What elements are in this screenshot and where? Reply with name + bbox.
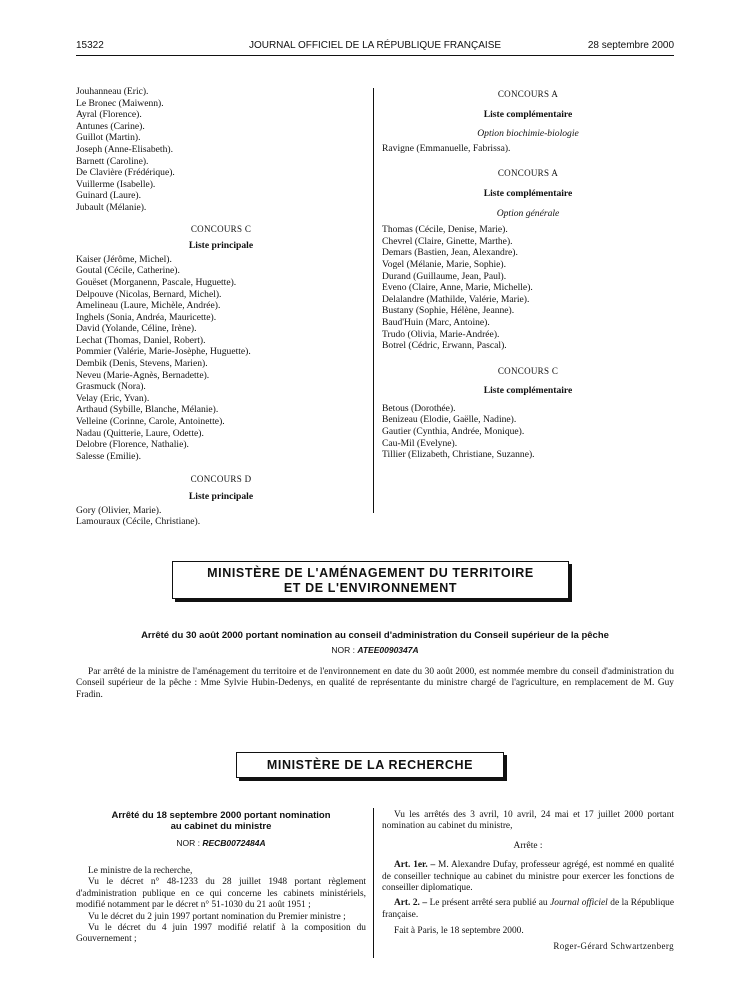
article-1 [382,860,674,894]
list-item: Vuillerme (Isabelle). [76,178,156,190]
list-item: Kaiser (Jérôme, Michel). [76,253,172,265]
issue-date: 28 septembre 2000 [587,40,674,51]
list-item: Eveno (Claire, Anne, Marie, Michelle). [382,282,533,294]
concours-c-heading: CONCOURS C [190,223,252,234]
list-item: Ravigne (Emmanuelle, Fabrissa). [382,142,511,154]
ministry-research-title-box [236,752,504,778]
list-item: Gautier (Cynthia, Andrée, Monique). [382,426,525,438]
list-item: Pommier (Valérie, Marie-Josèphe, Huguette). [76,346,251,358]
left-column [76,86,366,528]
arrete-label: Arrête : [513,840,543,851]
article-1-text: M. Alexandre Dufay, professeur agrégé, est nommé en qualité de conseiller technique au cabinet du ministre pour exercer les fonctions de conseiller diplomatique. [382,860,675,894]
article-1-label: Art. 1er. – [394,860,436,871]
list-item: Cau-Mil (Evelyne). [382,437,458,449]
list-item: Antunes (Carine). [76,120,145,132]
ministry-environment-title-line1: MINISTÈRE DE L'AMÉNAGEMENT DU TERRITOIRE [207,566,534,580]
list-item: Tillier (Elizabeth, Christiane, Suzanne). [382,449,535,461]
list-item: Amelineau (Laure, Michèle, Andrée). [76,300,221,312]
journal-title: JOURNAL OFFICIEL DE LA RÉPUBLIQUE FRANÇAISE [248,40,502,51]
list-item: Grasmuck (Nora). [76,381,146,393]
list-item: Delpouve (Nicolas, Bernard, Michel). [76,288,222,300]
list-item: Gouëset (Morganenn, Pascale, Huguette). [76,276,237,288]
list-item: Thomas (Cécile, Denise, Marie). [382,224,508,236]
concours-a2-heading: CONCOURS A [497,168,559,179]
list-item: Delalandre (Mathilde, Valérie, Marie). [382,293,530,305]
decree-title-research-line2: au cabinet du ministre [170,821,272,832]
list-item: Salesse (Emilie). [76,450,142,462]
header-rule [76,55,674,56]
concours-c-list-title: Liste principale [188,240,254,252]
list-item: David (Yolande, Céline, Irène). [76,323,197,335]
decree-title-research-line1: Arrêté du 18 septembre 2000 portant nomination [111,810,331,821]
list-item: Benizeau (Elodie, Gaëlle, Nadine). [382,414,517,426]
list-item: Baud'Huin (Marc, Antoine). [382,316,490,328]
concours-a1-list-title: Liste complémentaire [483,108,573,120]
column-divider-top [373,88,374,513]
concours-a2-list-title: Liste complémentaire [483,187,573,199]
list-item: Nadau (Quitterie, Laure, Odette). [76,427,204,439]
concours-a2-name-list [382,224,674,352]
concours-a1-name-list [382,143,674,155]
article-2-text-after: de la République française. [382,898,675,920]
done-at-line: Fait à Paris, le 18 septembre 2000. [394,926,524,937]
research-decree-body [382,810,674,952]
ministry-environment-title-line2: ET DE L'ENVIRONNEMENT [283,581,458,595]
concours-d-name-list [76,505,366,528]
list-item: Lamouraux (Cécile, Christiane). [76,516,201,528]
nor-label: NOR : [176,838,200,848]
paragraph: Vu les arrêtés des 3 avril, 10 avril, 24 mai et 17 juillet 2000 portant nomination au cabinet du ministre, [382,810,674,832]
list-item: Lechat (Thomas, Daniel, Robert). [76,334,206,346]
ministry-environment-title-box [172,561,569,599]
list-item: De Clavière (Frédérique). [76,167,175,179]
concours-a2-option: Option générale [496,207,560,219]
list-item: Barnett (Caroline). [76,155,149,167]
nor-reference-environment [76,645,674,655]
article-2-label: Art. 2. – [394,898,428,909]
list-item: Trudo (Olivia, Marie-Andrée). [382,328,500,340]
page-number: 15322 [76,40,104,51]
ministry-research-title: MINISTÈRE DE LA RECHERCHE [266,758,474,772]
paragraph: Par arrêté de la ministre de l'aménagement du territoire et de l'environnement en date du 30 août 2000, est nommée membre du conseil d'administration du Conseil supérieur de la pêche : Mme Sylvie Hubin-Dedenys, en qualité de représentante du ministre chargé de l'agriculture, en remplacement de M. Guy Fradin. [76,667,674,700]
article-2-journal-name: Journal officiel [550,898,608,909]
article-2-text-before: Le présent arrêté sera publié au [429,898,548,909]
list-item: Le Bronec (Maiwenn). [76,97,164,109]
research-decree-preamble [76,866,366,946]
list-item: Demars (Bastien, Jean, Alexandre). [382,247,518,259]
column-divider-bottom [373,808,374,958]
concours-d-heading: CONCOURS D [190,474,252,485]
nor-value: ATEE0090347A [357,645,419,655]
concours-c-compl-list-title: Liste complémentaire [483,385,573,397]
list-item: Joseph (Anne-Elisabeth). [76,143,173,155]
list-item: Vogel (Mélanie, Marie, Sophie). [382,258,506,270]
paragraph: Vu le décret n° 48-1233 du 28 juillet 1948 portant règlement d'administration publique en ce qui concerne les cabinets ministériels, modifié notamment par le décret n° 51-1030 du 21 août 1951 ; [76,877,366,911]
paragraph: Vu le décret du 2 juin 1997 portant nomination du Premier ministre ; [88,911,346,922]
decree-title-environment: Arrêté du 30 août 2000 portant nomination au conseil d'administration du Conseil supérieur de la pêche [141,630,609,641]
list-item: Botrel (Cédric, Erwann, Pascal). [382,340,507,352]
signature: Roger-Gérard Schwartzenberg [553,940,674,951]
list-item: Bustany (Sophie, Hélène, Jeanne). [382,305,515,317]
concours-c-name-list [76,254,366,463]
list-item: Delobre (Florence, Nathalie). [76,439,189,451]
nor-label: NOR : [331,645,355,655]
nor-reference-research [76,838,366,848]
concours-d-list-title: Liste principale [188,491,254,502]
list-item: Chevrel (Claire, Ginette, Marthe). [382,235,513,247]
list-item: Jubault (Mélanie). [76,201,147,213]
article-2 [382,898,674,921]
right-column [382,86,674,461]
list-item: Ayral (Florence). [76,109,142,121]
list-item: Neveu (Marie-Agnès, Bernadette). [76,369,210,381]
list-item: Goutal (Cécile, Catherine). [76,265,180,277]
paragraph: Le ministre de la recherche, [88,866,193,876]
list-item: Inghels (Sonia, Andréa, Mauricette). [76,311,217,323]
continued-name-list [76,86,366,214]
list-item: Durand (Guillaume, Jean, Paul). [382,270,507,282]
list-item: Jouhanneau (Eric). [76,86,149,97]
environment-decree-body [76,667,674,701]
concours-c-compl-name-list [382,403,674,461]
list-item: Velleine (Corinne, Carole, Antoinette). [76,416,225,428]
concours-a1-heading: CONCOURS A [497,89,559,99]
paragraph: Vu le décret du 4 juin 1997 modifié relatif à la composition du Gouvernement ; [76,923,366,945]
list-item: Gory (Olivier, Marie). [76,504,162,516]
list-item: Guillot (Martin). [76,132,141,144]
list-item: Velay (Eric, Yvan). [76,392,150,404]
list-item: Guinard (Laure). [76,190,141,202]
concours-c-compl-heading: CONCOURS C [497,365,559,376]
list-item: Dembik (Denis, Stevens, Marien). [76,358,208,370]
concours-a1-option: Option biochimie-biologie [477,128,579,140]
page-header [76,40,674,56]
decree-title-research [76,810,366,832]
nor-value: RECB0072484A [202,838,266,848]
list-item: Arthaud (Sybille, Blanche, Mélanie). [76,404,219,416]
list-item: Betous (Dorothée). [382,402,456,414]
